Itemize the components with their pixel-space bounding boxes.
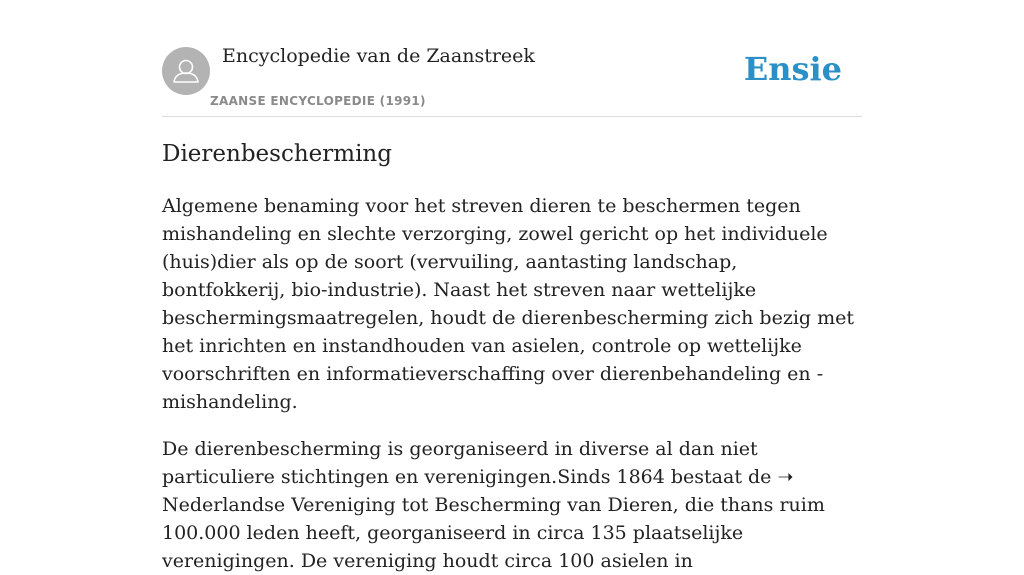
brand-logo[interactable]: Ensie bbox=[743, 50, 842, 88]
user-avatar-icon[interactable] bbox=[162, 47, 210, 95]
article-paragraph: Algemene benaming voor het streven dieren te beschermen tegen mishandeling en slechte verzorging, zowel gericht op het individuele (huis)dier als op de soort (vervuiling, aantasting landschap, bontfokkerij, bio-industrie). Naast het streven naar wettelijke beschermingsmaatregelen, houdt de dierenbescherming zich bezig met het inrichten en instandhouden van asielen, controle op wettelijke voorschriften en informatieverschaffing over dierenbehandeling en -mishandeling. bbox=[162, 195, 855, 413]
source-subtitle[interactable]: ZAANSE ENCYCLOPEDIE (1991) bbox=[210, 94, 426, 108]
article-paragraph: De dierenbescherming is georganiseerd in diverse al dan niet particuliere stichtingen en verenigingen.Sinds 1864 bestaat de ➝ Nederlandse Vereniging tot Bescherming van Dieren, die thans ruim 100.000 leden heeft, georganiseerd in circa 135 plaatselijke verenigingen. De vereniging houdt circa 100 asielen in bbox=[162, 438, 825, 572]
source-header bbox=[162, 0, 862, 117]
source-title[interactable]: Encyclopedie van de Zaanstreek bbox=[222, 45, 535, 67]
article-content bbox=[162, 138, 862, 575]
article-title: Dierenbescherming bbox=[162, 141, 392, 167]
